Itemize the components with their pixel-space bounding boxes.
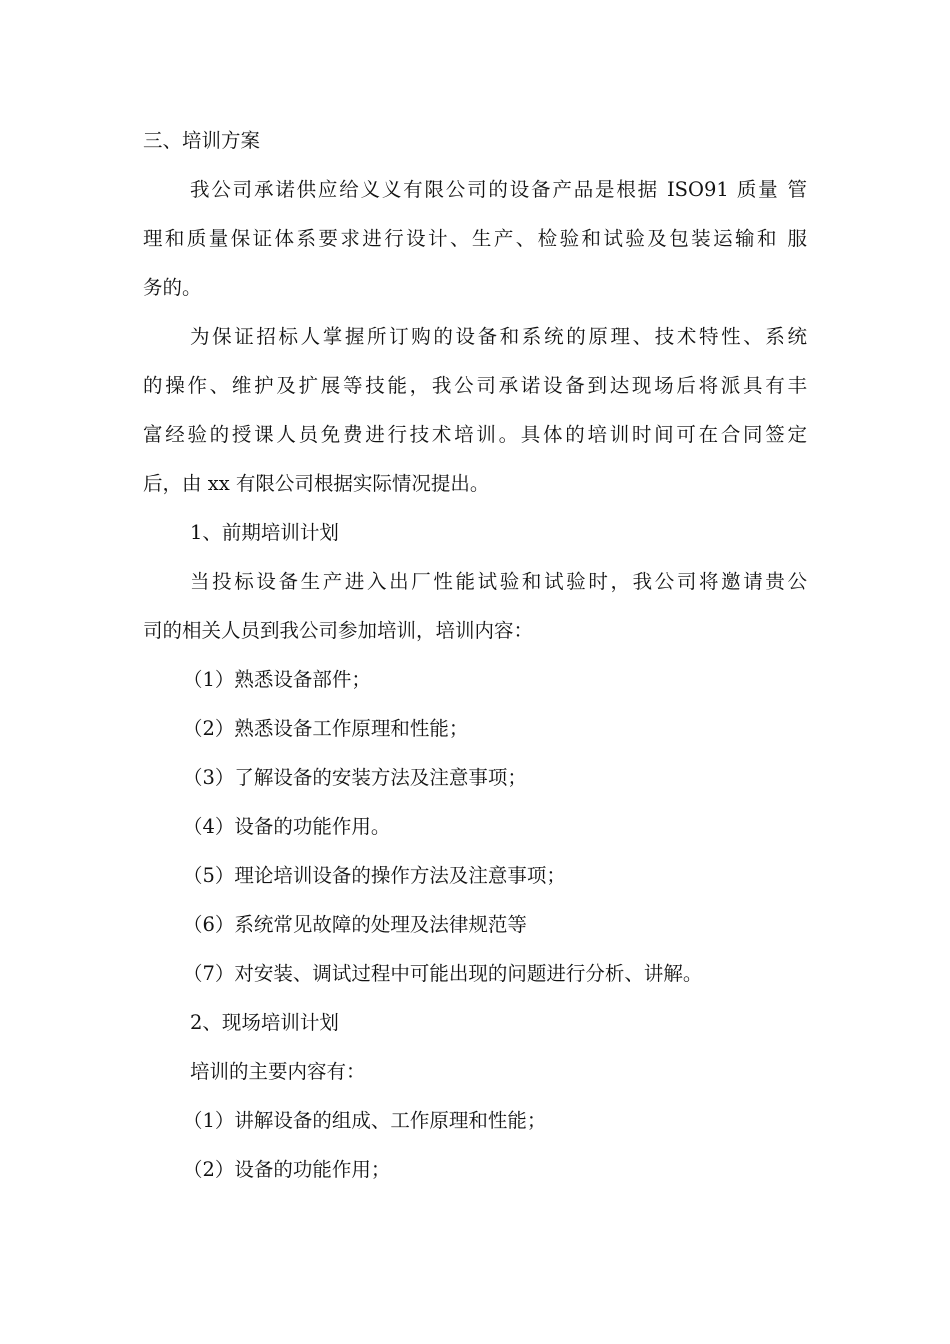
paragraph-line: 后，由 xx 有限公司根据实际情况提出。 [143, 472, 490, 495]
paragraph-line: 司的相关人员到我公司参加培训，培训内容： [143, 619, 534, 642]
list-item: （4）设备的功能作用。 [183, 815, 391, 838]
paragraph-line: 当投标设备生产进入出厂性能试验和试验时，我公司将邀请贵公 [190, 570, 807, 593]
list-item: （2）设备的功能作用； [183, 1158, 391, 1181]
paragraph-line: 务的。 [143, 276, 202, 299]
plan2-intro: 培训的主要内容有： [190, 1060, 366, 1083]
list-item: （3）了解设备的安装方法及注意事项； [183, 766, 527, 789]
paragraph-line: 富经验的授课人员免费进行技术培训。具体的培训时间可在合同签定 [143, 423, 807, 446]
section-title: 三、培训方案 [143, 129, 261, 152]
paragraph-line: 理和质量保证体系要求进行设计、生产、检验和试验及包装运输和 服 [143, 227, 807, 250]
plan1-heading: 1、前期培训计划 [190, 521, 339, 544]
list-item: （1）讲解设备的组成、工作原理和性能； [183, 1109, 547, 1132]
paragraph-line: 为保证招标人掌握所订购的设备和系统的原理、技术特性、系统 [190, 325, 807, 348]
document-body [143, 116, 807, 1194]
intro-paragraph [143, 165, 807, 312]
purpose-paragraph [143, 312, 807, 508]
plan2-heading: 2、现场培训计划 [190, 1011, 339, 1034]
paragraph-line: 我公司承诺供应给义义有限公司的设备产品是根据 ISO91 质量 管 [190, 178, 807, 201]
list-item: （2）熟悉设备工作原理和性能； [183, 717, 469, 740]
plan1-list [143, 655, 807, 998]
list-item: （7）对安装、调试过程中可能出现的问题进行分析、讲解。 [183, 962, 703, 985]
list-item: （1）熟悉设备部件； [183, 668, 371, 691]
list-item: （5）理论培训设备的操作方法及注意事项； [183, 864, 566, 887]
list-item: （6）系统常见故障的处理及法律规范等 [183, 913, 527, 936]
paragraph-line: 的操作、维护及扩展等技能，我公司承诺设备到达现场后将派具有丰 [143, 374, 807, 397]
plan1-paragraph [143, 557, 807, 655]
plan2-list [143, 1096, 807, 1194]
